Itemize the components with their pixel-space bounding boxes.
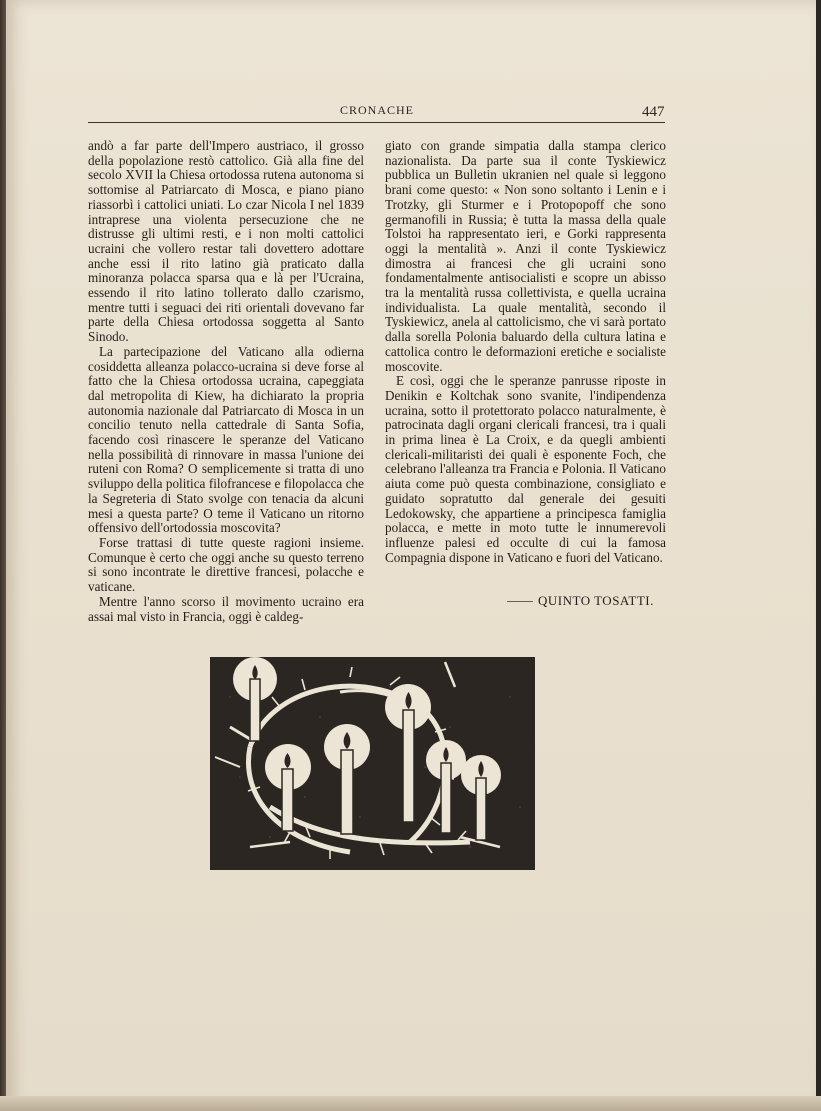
page-bottom-edge — [0, 1096, 821, 1111]
candle — [403, 692, 414, 822]
paragraph: E così, oggi che le speranze panrusse riposte in Denikin e Koltchak sono svanite, l'indipendenza ucraina, sotto il protettorato polacco naturalmente, è patrocinata dagli organi clericali francesi, tra i quali in prima linea è La Croix, e da quegli ambienti clericali-militaristi dei quali è esponente Foch, che celebrano l'alleanza tra Francia e Polonia. Il Vaticano aiuta come può questa combinazione, consigliato e guidato sopratutto dal generale dei gesuiti Ledokowsky, che appartiene a principesca famiglia polacca, e mette in moto tutte le innumerevoli influenze palesi ed occulte di cui la famosa Compagnia dispone in Vaticano e fuori del Vaticano. — [385, 373, 666, 565]
header-rule — [88, 122, 665, 123]
paragraph: Forse trattasi di tutte queste ragioni insieme. Comunque è certo che oggi anche su questo terreno si sono incontrate le direttive francesi, polacche e vaticane. — [88, 534, 364, 595]
left-text-column — [88, 139, 364, 624]
signature-dash — [507, 601, 533, 602]
page-number: 447 — [642, 104, 665, 120]
paragraph: andò a far parte dell'Impero austriaco, il grosso della popolazione restò cattolico. Già alla fine del secolo XVII la Chiesa ortodossa rutena autonoma si sottomise al Patriarcato di Mosca, e piano piano riassorbì i cattolici uniati. Lo czar Nicola I nel 1839 intraprese una violenta persecuzione che ne distrusse gli ultimi resti, e i non molti cattolici ucraini che vollero restar tali dovettero adottare anche essi il rito latino già praticato dalla minoranza polacca sparsa qua e là per l'Ucraina, essendo il rito latino tollerato dallo czarismo, mentre tutti i seguaci dei riti orientali dovevano far parte della Chiesa ortodossa soggetta al Santo Sinodo. — [88, 138, 364, 345]
paragraph: La partecipazione del Vaticano alla odierna cosiddetta alleanza polacco-ucraina si deve forse al fatto che la Chiesa ortodossa ucraina, capeggiata dal metropolita di Kiew, ha dichiarato la propria autonomia nazionale dal Patriarcato di Mosca in un concilio tenuto nella cattedrale di Santa Sofia, facendo così rinascere le speranze del Vaticano nella possibilità di rinnovare in massa l'unione dei ruteni con Roma? O semplicemente si tratta di uno sviluppo della politica filofrancese e filopolacca che la Segreteria di Stato svolge con tenacia da alcuni mesi a questa parte? O teme il Vaticano un ritorno offensivo dell'ortodossia moscovita? — [88, 343, 364, 536]
right-text-column — [385, 139, 666, 565]
candles-thorn-wreath-woodcut-icon — [210, 657, 535, 870]
author-signature: QUINTO TOSATTI. — [538, 593, 654, 608]
paragraph: giato con grande simpatia dalla stampa clerico nazionalista. Da parte sua il conte Tyskiewicz pubblica un Bulletin ukranien nel quale si leggono brani come questo: « Non sono soltanto i Lenin e i Trotzky, gli Sturmer e i Protopopoff che sono germanofili in Russia; è tutta la massa della quale Tolstoi ha rappresentato ieri, e Gorki rappresenta oggi la mentalità ». Anzi il conte Tyskiewicz dimostra ai francesi che gli ucraini sono fondamentalmente antisocialisti e scopre un abisso tra la mentalità russa collettivista, e quella ucraina individualista. La quale mentalità, secondo il Tyskiewicz, anela al cattolicismo, che vi sarà portato dalla sorella Polonia baluardo della cultura latina e cattolica contro le deformazioni eretiche e socialiste moscovite. — [385, 138, 666, 374]
paragraph: Mentre l'anno scorso il movimento ucraino era assai mal visto in Francia, oggi è caldeg- — [88, 593, 364, 624]
running-head: CRONACHE — [340, 103, 415, 117]
